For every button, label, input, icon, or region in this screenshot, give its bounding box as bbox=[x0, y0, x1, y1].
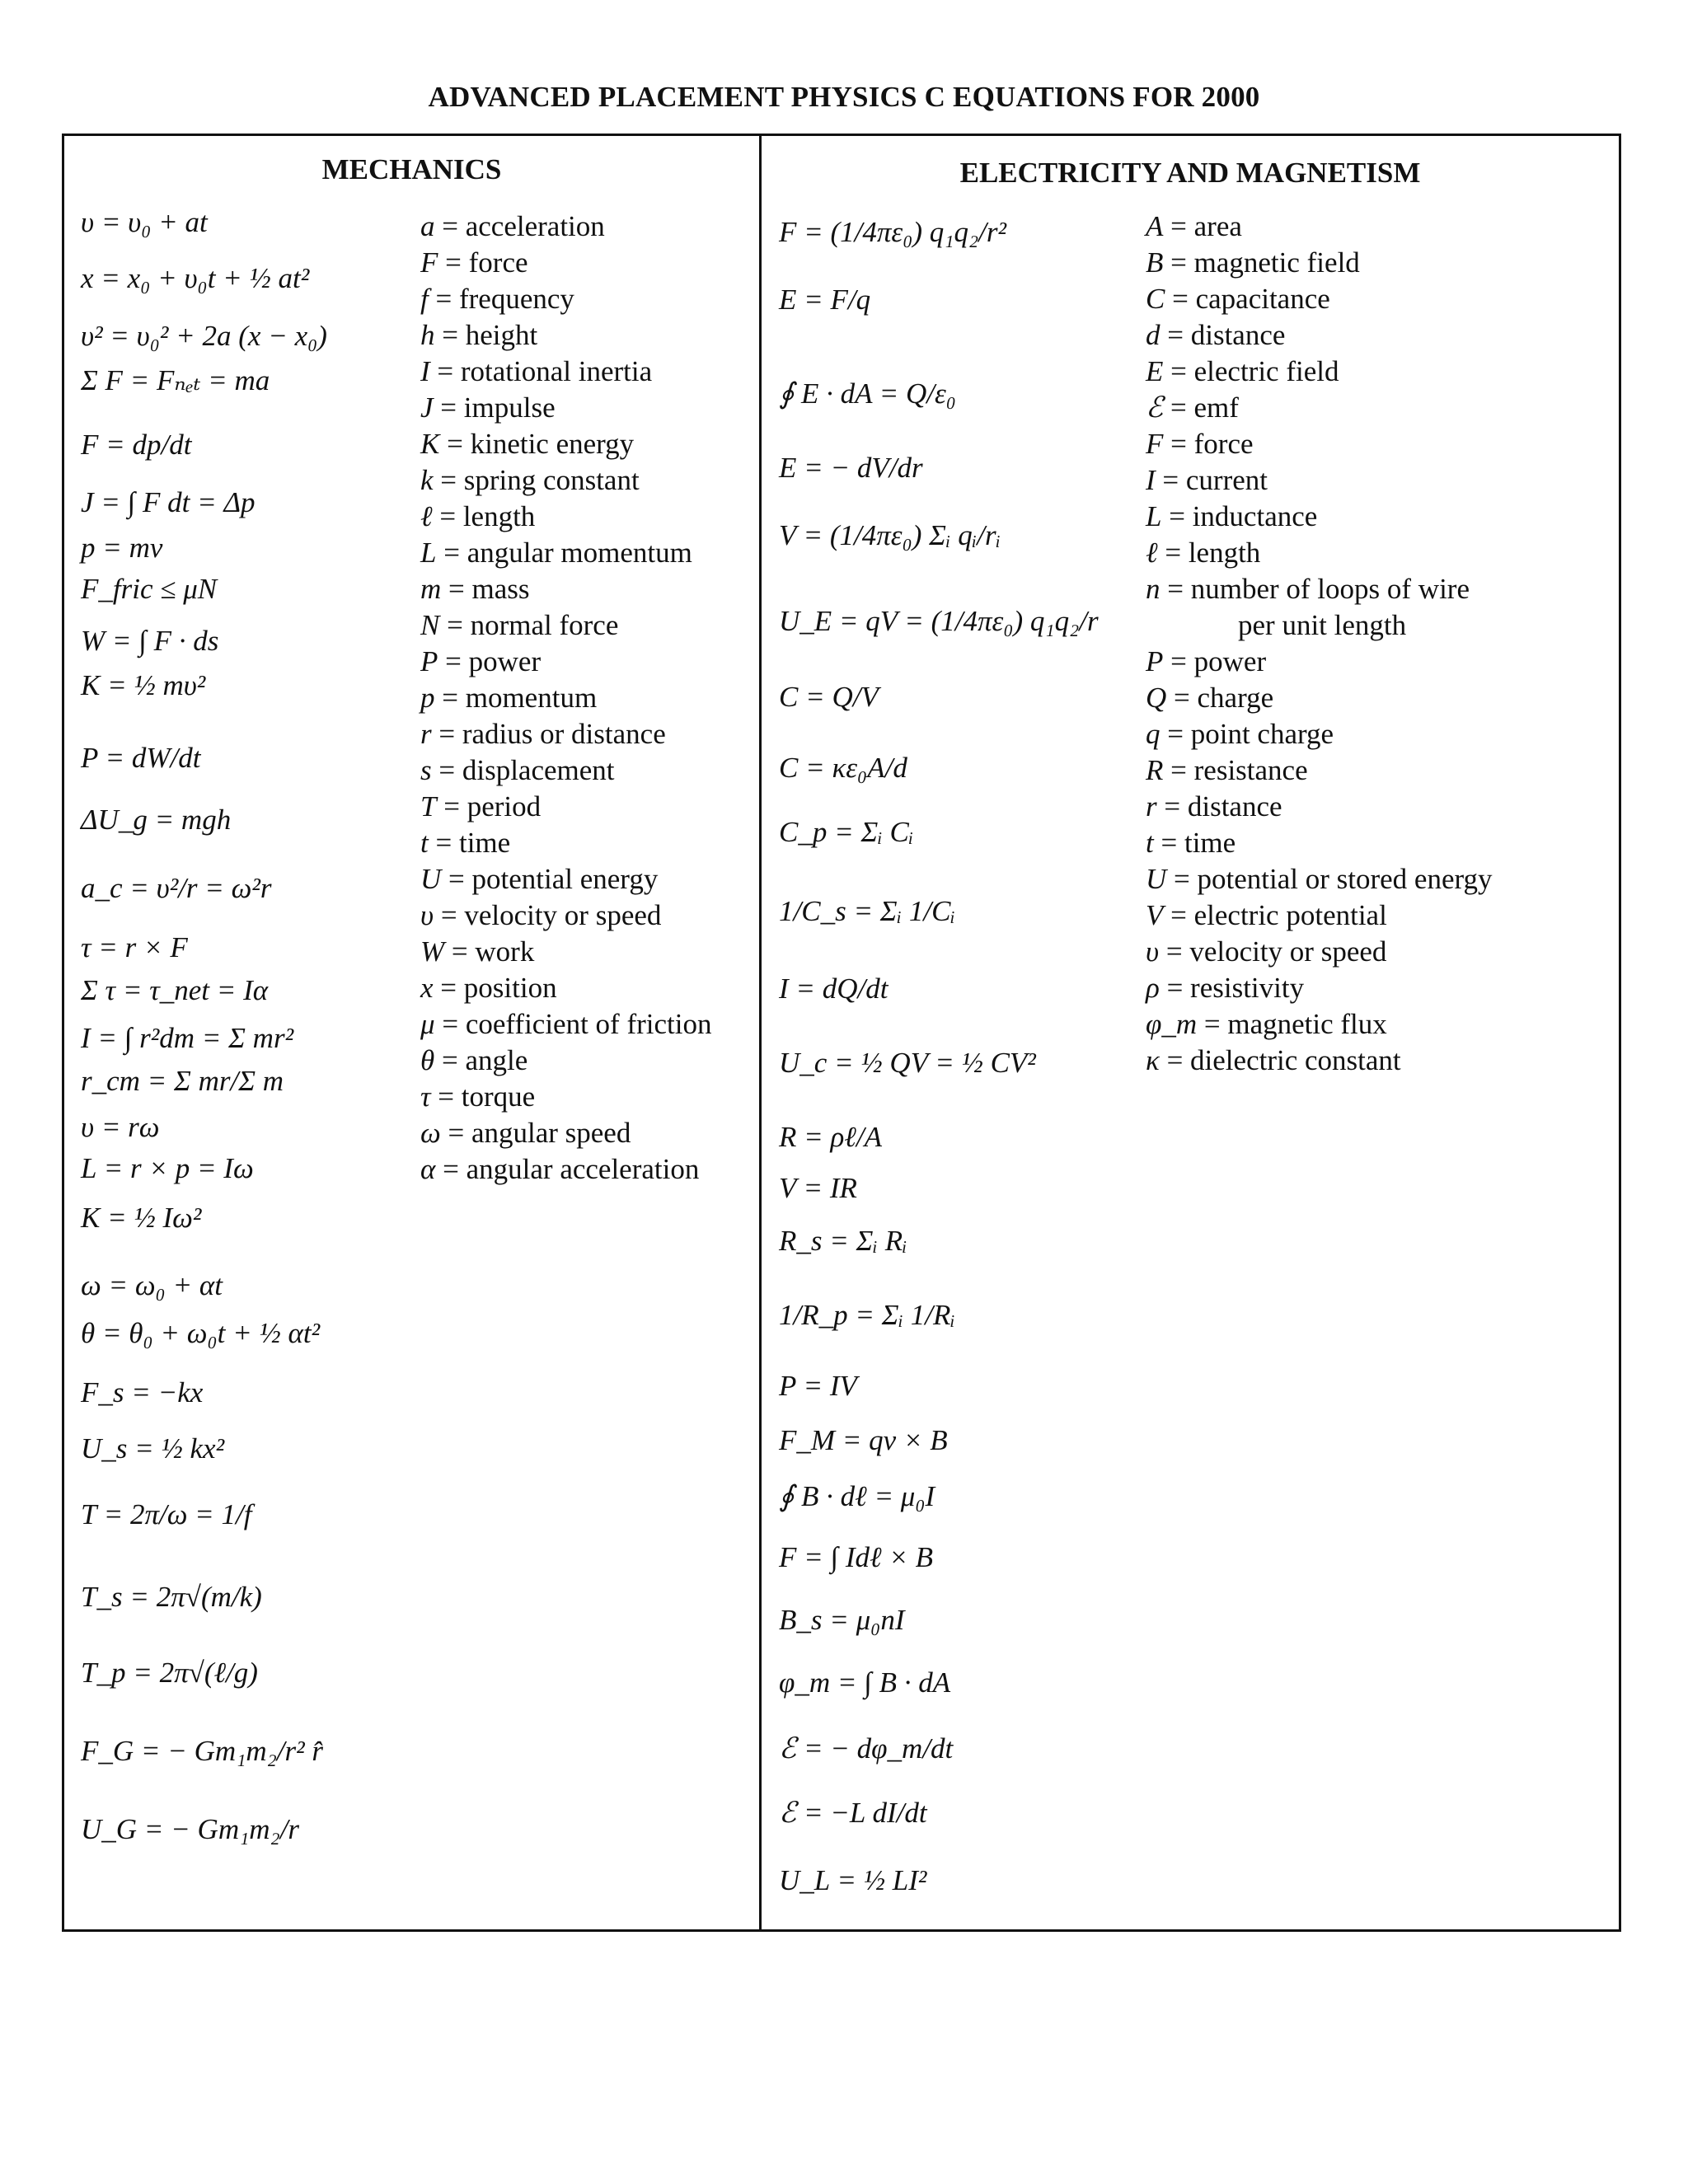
em-heading: ELECTRICITY AND MAGNETISM bbox=[959, 157, 1421, 189]
variable-symbol: ω bbox=[420, 1117, 441, 1149]
variable-meaning: = acceleration bbox=[434, 210, 605, 242]
mechanics-definition bbox=[420, 428, 634, 461]
variable-meaning: = displacement bbox=[431, 754, 615, 786]
variable-symbol: J bbox=[420, 391, 434, 424]
variable-symbol: K bbox=[420, 428, 440, 460]
em-equation: F = (1/4πε₀) q₁q₂/r² bbox=[779, 216, 1006, 248]
variable-meaning: = angular acceleration bbox=[435, 1153, 700, 1185]
variable-symbol: κ bbox=[1146, 1044, 1160, 1076]
mechanics-definition bbox=[420, 645, 541, 678]
em-equation: ℰ = −L dI/dt bbox=[779, 1797, 927, 1829]
mechanics-equation: K = ½ mυ² bbox=[81, 669, 206, 701]
mechanics-equation: r_cm = Σ mr/Σ m bbox=[81, 1065, 284, 1097]
mechanics-definition bbox=[420, 1153, 699, 1186]
variable-meaning: = magnetic flux bbox=[1197, 1008, 1387, 1040]
mechanics-definition bbox=[420, 682, 597, 715]
variable-symbol: t bbox=[420, 827, 429, 859]
em-definition bbox=[1146, 718, 1334, 751]
variable-symbol: ℓ bbox=[420, 500, 433, 532]
em-equation: P = IV bbox=[779, 1370, 857, 1402]
mechanics-definition bbox=[420, 355, 652, 388]
mechanics-definition bbox=[420, 609, 618, 642]
variable-symbol: m bbox=[420, 573, 442, 605]
variable-symbol: d bbox=[1146, 319, 1160, 351]
em-equation: B_s = μ₀nI bbox=[779, 1604, 905, 1636]
mechanics-equation: υ = rω bbox=[81, 1111, 160, 1143]
variable-meaning: = velocity or speed bbox=[434, 899, 662, 931]
mechanics-equation: x = x₀ + υ₀t + ½ at² bbox=[81, 262, 310, 294]
variable-meaning: = charge bbox=[1166, 682, 1274, 714]
mechanics-equation: F_fric ≤ μN bbox=[81, 573, 218, 605]
variable-meaning: = resistivity bbox=[1159, 972, 1305, 1004]
em-equation: F = ∫ Idℓ × B bbox=[779, 1541, 934, 1573]
em-definition bbox=[1146, 863, 1493, 896]
em-definition bbox=[1146, 935, 1386, 968]
mechanics-definition bbox=[420, 1044, 528, 1077]
em-equation: V = IR bbox=[779, 1172, 857, 1204]
mechanics-definition bbox=[420, 827, 510, 860]
variable-meaning: = frequency bbox=[428, 283, 574, 315]
mechanics-definition bbox=[420, 1080, 535, 1113]
variable-symbol: υ bbox=[1146, 935, 1160, 968]
variable-meaning: = angle bbox=[434, 1044, 528, 1076]
variable-symbol: C bbox=[1146, 283, 1165, 315]
mechanics-equation: K = ½ Iω² bbox=[81, 1202, 202, 1234]
mechanics-definition bbox=[420, 790, 541, 823]
mechanics-definition bbox=[420, 899, 661, 932]
variable-meaning: = dielectric constant bbox=[1159, 1044, 1401, 1076]
mechanics-definition bbox=[420, 500, 535, 533]
mechanics-definition bbox=[420, 210, 605, 243]
mechanics-equation: F_G = − Gm₁m₂/r² r̂ bbox=[81, 1735, 324, 1767]
variable-meaning: = coefficient of friction bbox=[434, 1008, 712, 1040]
mechanics-equation: υ² = υ₀² + 2a (x − x₀) bbox=[81, 320, 327, 352]
mechanics-definition bbox=[420, 537, 692, 569]
em-equation: ∮ B · dℓ = μ₀I bbox=[779, 1480, 935, 1512]
em-equation: U_E = qV = (1/4πε₀) q₁q₂/r bbox=[779, 605, 1099, 637]
variable-symbol: V bbox=[1146, 899, 1164, 931]
em-equation: 1/C_s = Σᵢ 1/Cᵢ bbox=[779, 895, 955, 927]
variable-meaning: = inductance bbox=[1161, 500, 1318, 532]
em-definition bbox=[1146, 246, 1360, 279]
mechanics-equation: υ = υ₀ + at bbox=[81, 206, 208, 238]
mechanics-definition bbox=[420, 246, 528, 279]
em-definition bbox=[1146, 645, 1266, 678]
em-equation: V = (1/4πε₀) Σᵢ qᵢ/rᵢ bbox=[779, 519, 1001, 551]
variable-symbol: τ bbox=[420, 1080, 431, 1113]
variable-symbol: P bbox=[1146, 645, 1164, 677]
em-equation: F_M = qv × B bbox=[779, 1424, 948, 1456]
mechanics-equation: T_p = 2π√(ℓ/g) bbox=[81, 1657, 258, 1689]
variable-meaning: = rotational inertia bbox=[429, 355, 653, 387]
em-definition bbox=[1146, 355, 1339, 388]
variable-meaning: = radius or distance bbox=[431, 718, 666, 750]
variable-meaning: = angular speed bbox=[440, 1117, 631, 1149]
variable-symbol: r bbox=[420, 718, 432, 750]
variable-meaning: = torque bbox=[430, 1080, 536, 1113]
variable-symbol: U bbox=[420, 863, 442, 895]
variable-meaning: = distance bbox=[1160, 319, 1286, 351]
variable-symbol: P bbox=[420, 645, 438, 677]
em-definition bbox=[1146, 537, 1260, 569]
variable-symbol: I bbox=[420, 355, 430, 387]
mechanics-equation: T = 2π/ω = 1/f bbox=[81, 1498, 252, 1530]
em-definition bbox=[1146, 391, 1239, 424]
variable-meaning: = capacitance bbox=[1165, 283, 1330, 315]
variable-symbol: φ_m bbox=[1146, 1008, 1198, 1040]
mechanics-definition bbox=[420, 754, 615, 787]
variable-symbol: α bbox=[420, 1153, 436, 1185]
mechanics-equation: F = dp/dt bbox=[81, 429, 192, 461]
mechanics-definition bbox=[420, 972, 557, 1005]
mechanics-definition bbox=[420, 319, 537, 352]
em-definition bbox=[1146, 827, 1236, 860]
variable-meaning: = height bbox=[434, 319, 538, 351]
variable-symbol: ℰ bbox=[1146, 391, 1164, 424]
em-equation: ∮ E · dA = Q/ε₀ bbox=[779, 377, 956, 410]
mechanics-heading: MECHANICS bbox=[321, 153, 502, 185]
mechanics-equation: U_G = − Gm₁m₂/r bbox=[81, 1813, 300, 1845]
mechanics-equation: a_c = υ²/r = ω²r bbox=[81, 872, 272, 904]
mechanics-equation: ω = ω₀ + αt bbox=[81, 1269, 223, 1301]
mechanics-equation: τ = r × F bbox=[81, 931, 188, 963]
em-definition bbox=[1146, 609, 1406, 642]
em-equation: E = − dV/dr bbox=[779, 452, 923, 484]
em-equation: R_s = Σᵢ Rᵢ bbox=[779, 1225, 907, 1257]
mechanics-definition bbox=[420, 1008, 711, 1041]
variable-meaning: = point charge bbox=[1160, 718, 1334, 750]
em-definition bbox=[1146, 319, 1285, 352]
em-definition bbox=[1146, 1044, 1401, 1077]
em-definition bbox=[1146, 500, 1317, 533]
variable-meaning: = spring constant bbox=[433, 464, 640, 496]
mechanics-equation: θ = θ₀ + ω₀t + ½ αt² bbox=[81, 1317, 321, 1349]
variable-meaning: = force bbox=[1163, 428, 1254, 460]
em-equation: C_p = Σᵢ Cᵢ bbox=[779, 816, 914, 848]
variable-meaning: = current bbox=[1155, 464, 1268, 496]
variable-meaning: = impulse bbox=[433, 391, 556, 424]
em-equation: 1/R_p = Σᵢ 1/Rᵢ bbox=[779, 1299, 955, 1331]
column-divider bbox=[759, 134, 762, 1932]
variable-symbol: n bbox=[1146, 573, 1160, 605]
em-equation: U_c = ½ QV = ½ CV² bbox=[779, 1047, 1036, 1079]
em-equation: I = dQ/dt bbox=[779, 972, 889, 1005]
variable-symbol: k bbox=[420, 464, 434, 496]
em-definition bbox=[1146, 283, 1330, 316]
variable-meaning: = potential energy bbox=[441, 863, 659, 895]
mechanics-equation: I = ∫ r²dm = Σ mr² bbox=[81, 1022, 294, 1054]
variable-meaning: = velocity or speed bbox=[1159, 935, 1387, 968]
variable-meaning: = momentum bbox=[434, 682, 598, 714]
em-definition bbox=[1146, 899, 1387, 932]
mechanics-definition bbox=[420, 935, 534, 968]
variable-meaning: = resistance bbox=[1163, 754, 1308, 786]
variable-symbol: N bbox=[420, 609, 440, 641]
variable-symbol: R bbox=[1146, 754, 1164, 786]
variable-symbol: p bbox=[420, 682, 435, 714]
variable-meaning: per unit length bbox=[1238, 609, 1407, 641]
variable-symbol: h bbox=[420, 319, 435, 351]
variable-symbol: L bbox=[1146, 500, 1162, 532]
mechanics-definition bbox=[420, 464, 640, 497]
variable-meaning: = emf bbox=[1163, 391, 1239, 424]
mechanics-definition bbox=[420, 283, 574, 316]
variable-meaning: = period bbox=[436, 790, 542, 823]
variable-symbol: f bbox=[420, 283, 429, 315]
variable-meaning: = time bbox=[428, 827, 511, 859]
mechanics-definition bbox=[420, 863, 658, 896]
variable-symbol: L bbox=[420, 537, 437, 569]
mechanics-equation: Σ F = Fₙₑₜ = ma bbox=[81, 364, 270, 396]
mechanics-definition bbox=[420, 573, 530, 606]
variable-meaning: = potential or stored energy bbox=[1166, 863, 1493, 895]
mechanics-equation: J = ∫ F dt = Δp bbox=[81, 486, 256, 518]
em-equation: φ_m = ∫ B · dA bbox=[779, 1666, 951, 1699]
mechanics-equation: T_s = 2π√(m/k) bbox=[81, 1581, 262, 1613]
variable-symbol: a bbox=[420, 210, 435, 242]
em-definition bbox=[1146, 573, 1470, 606]
variable-meaning: = normal force bbox=[439, 609, 619, 641]
mechanics-definition bbox=[420, 391, 556, 424]
variable-symbol: T bbox=[420, 790, 437, 823]
mechanics-equation: P = dW/dt bbox=[81, 742, 201, 774]
variable-meaning: = power bbox=[1163, 645, 1267, 677]
em-definition bbox=[1146, 754, 1308, 787]
variable-meaning: = angular momentum bbox=[436, 537, 692, 569]
variable-symbol: ℓ bbox=[1146, 537, 1158, 569]
variable-symbol: r bbox=[1146, 790, 1157, 823]
variable-meaning: = force bbox=[438, 246, 528, 279]
variable-meaning: = length bbox=[1157, 537, 1261, 569]
variable-symbol: F bbox=[1146, 428, 1164, 460]
variable-symbol: E bbox=[1146, 355, 1164, 387]
mechanics-equation: Σ τ = τ_net = Iα bbox=[81, 974, 269, 1006]
em-definition bbox=[1146, 972, 1304, 1005]
variable-symbol: B bbox=[1146, 246, 1164, 279]
em-equation: ℰ = − dφ_m/dt bbox=[779, 1732, 954, 1765]
variable-symbol: U bbox=[1146, 863, 1167, 895]
em-definition bbox=[1146, 682, 1273, 715]
variable-symbol: Q bbox=[1146, 682, 1167, 714]
em-equation: C = κε₀A/d bbox=[779, 752, 907, 784]
mechanics-equation: p = mv bbox=[81, 532, 163, 564]
mechanics-equation: F_s = −kx bbox=[81, 1376, 204, 1408]
variable-symbol: x bbox=[420, 972, 434, 1004]
variable-meaning: = power bbox=[438, 645, 542, 677]
em-equation: E = F/q bbox=[779, 284, 871, 316]
variable-meaning: = number of loops of wire bbox=[1160, 573, 1470, 605]
mechanics-definition bbox=[420, 1117, 631, 1150]
variable-symbol: A bbox=[1146, 210, 1164, 242]
em-definition bbox=[1146, 428, 1254, 461]
variable-symbol: υ bbox=[420, 899, 434, 931]
em-definition bbox=[1146, 790, 1282, 823]
mechanics-equation: ΔU_g = mgh bbox=[81, 804, 232, 836]
variable-meaning: = mass bbox=[441, 573, 530, 605]
em-equation: C = Q/V bbox=[779, 681, 879, 713]
variable-symbol: q bbox=[1146, 718, 1160, 750]
variable-symbol: μ bbox=[420, 1008, 435, 1040]
variable-meaning: = electric potential bbox=[1163, 899, 1387, 931]
mechanics-equation: L = r × p = Iω bbox=[81, 1152, 254, 1184]
variable-meaning: = time bbox=[1153, 827, 1236, 859]
variable-meaning: = position bbox=[433, 972, 557, 1004]
mechanics-equation: U_s = ½ kx² bbox=[81, 1432, 225, 1465]
variable-meaning: = kinetic energy bbox=[439, 428, 635, 460]
variable-meaning: = area bbox=[1163, 210, 1242, 242]
variable-meaning: = magnetic field bbox=[1163, 246, 1360, 279]
em-definition bbox=[1146, 464, 1268, 497]
variable-meaning: = distance bbox=[1156, 790, 1282, 823]
variable-symbol: s bbox=[420, 754, 432, 786]
variable-symbol: t bbox=[1146, 827, 1154, 859]
variable-meaning: = electric field bbox=[1163, 355, 1339, 387]
variable-symbol: θ bbox=[420, 1044, 435, 1076]
em-equation: R = ρℓ/A bbox=[779, 1121, 882, 1153]
em-definition bbox=[1146, 210, 1242, 243]
page-title: ADVANCED PLACEMENT PHYSICS C EQUATIONS FOR 2000 bbox=[428, 81, 1260, 113]
variable-meaning: = length bbox=[432, 500, 536, 532]
em-equation: U_L = ½ LI² bbox=[779, 1864, 927, 1896]
variable-symbol: W bbox=[420, 935, 445, 968]
variable-symbol: F bbox=[420, 246, 438, 279]
em-definition bbox=[1146, 1008, 1387, 1041]
mechanics-definition bbox=[420, 718, 666, 751]
variable-meaning: = work bbox=[444, 935, 535, 968]
variable-symbol: I bbox=[1146, 464, 1156, 496]
mechanics-equation: W = ∫ F · ds bbox=[81, 625, 219, 657]
variable-symbol: ρ bbox=[1146, 972, 1160, 1004]
